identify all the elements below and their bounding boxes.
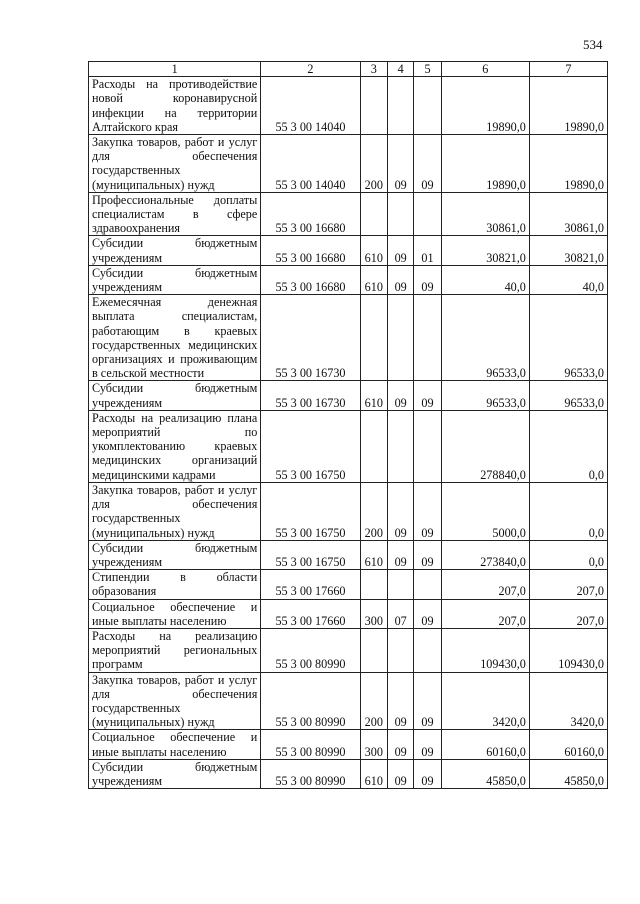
- row-amount-col7: 30861,0: [529, 192, 607, 236]
- row-description: Субсидии бюджетным учреждениям: [89, 381, 261, 410]
- row-amount-col6: 30821,0: [441, 236, 529, 265]
- row-subsection: 09: [414, 599, 441, 628]
- row-description: Расходы на противодействие новой коронавирусной инфекции на территории Алтайского края: [89, 77, 261, 135]
- row-amount-col7: 45850,0: [529, 759, 607, 788]
- header-col-7: 7: [529, 62, 607, 77]
- row-target-code: 55 3 00 16680: [261, 236, 360, 265]
- row-amount-col6: 96533,0: [441, 295, 529, 381]
- row-subsection: [414, 77, 441, 135]
- header-col-4: 4: [388, 62, 414, 77]
- row-description: Ежемесячная денежная выплата специалистам, работающим в краевых государственных медицинских организациях и проживающим в сельской местности: [89, 295, 261, 381]
- row-amount-col6: 3420,0: [441, 672, 529, 730]
- table-row: [89, 672, 608, 730]
- row-subsection: 09: [414, 482, 441, 540]
- row-section: 09: [388, 265, 414, 294]
- row-section: 09: [388, 381, 414, 410]
- row-expense-type: [360, 570, 387, 599]
- row-description: Социальное обеспечение и иные выплаты населению: [89, 730, 261, 759]
- row-section: 09: [388, 730, 414, 759]
- row-section: 09: [388, 540, 414, 569]
- row-description: Субсидии бюджетным учреждениям: [89, 759, 261, 788]
- row-section: [388, 192, 414, 236]
- row-section: [388, 410, 414, 482]
- row-target-code: 55 3 00 16680: [261, 192, 360, 236]
- row-description: Закупка товаров, работ и услуг для обеспечения государственных (муниципальных) нужд: [89, 135, 261, 193]
- row-amount-col7: 3420,0: [529, 672, 607, 730]
- row-amount-col6: 278840,0: [441, 410, 529, 482]
- row-subsection: 09: [414, 759, 441, 788]
- row-amount-col6: 207,0: [441, 599, 529, 628]
- table-row: [89, 381, 608, 410]
- row-expense-type: [360, 628, 387, 672]
- row-subsection: 09: [414, 672, 441, 730]
- row-section: 09: [388, 236, 414, 265]
- row-description: Субсидии бюджетным учреждениям: [89, 265, 261, 294]
- row-subsection: [414, 192, 441, 236]
- row-amount-col6: 96533,0: [441, 381, 529, 410]
- row-expense-type: 610: [360, 265, 387, 294]
- table-row: [89, 570, 608, 599]
- row-amount-col6: 45850,0: [441, 759, 529, 788]
- row-amount-col6: 19890,0: [441, 77, 529, 135]
- row-section: [388, 295, 414, 381]
- row-description: Профессиональные доплаты специалистам в сфере здравоохранения: [89, 192, 261, 236]
- row-amount-col7: 30821,0: [529, 236, 607, 265]
- row-expense-type: 610: [360, 540, 387, 569]
- budget-table: [88, 61, 608, 789]
- table-row: [89, 135, 608, 193]
- row-expense-type: 200: [360, 672, 387, 730]
- row-amount-col6: 30861,0: [441, 192, 529, 236]
- row-expense-type: 610: [360, 381, 387, 410]
- row-expense-type: 610: [360, 759, 387, 788]
- row-section: [388, 628, 414, 672]
- row-subsection: 09: [414, 381, 441, 410]
- row-description: Субсидии бюджетным учреждениям: [89, 540, 261, 569]
- row-section: 09: [388, 759, 414, 788]
- table-row: [89, 295, 608, 381]
- table-row: [89, 730, 608, 759]
- row-subsection: [414, 570, 441, 599]
- table-row: [89, 540, 608, 569]
- row-description: Субсидии бюджетным учреждениям: [89, 236, 261, 265]
- page-number: 534: [583, 37, 603, 52]
- row-target-code: 55 3 00 17660: [261, 599, 360, 628]
- row-target-code: 55 3 00 80990: [261, 730, 360, 759]
- row-amount-col6: 273840,0: [441, 540, 529, 569]
- row-amount-col7: 96533,0: [529, 295, 607, 381]
- row-target-code: 55 3 00 16680: [261, 265, 360, 294]
- table-row: [89, 236, 608, 265]
- row-amount-col6: 40,0: [441, 265, 529, 294]
- row-amount-col7: 207,0: [529, 599, 607, 628]
- table-row: [89, 482, 608, 540]
- row-expense-type: 200: [360, 482, 387, 540]
- row-amount-col7: 60160,0: [529, 730, 607, 759]
- row-description: Социальное обеспечение и иные выплаты населению: [89, 599, 261, 628]
- row-subsection: [414, 295, 441, 381]
- row-target-code: 55 3 00 16730: [261, 295, 360, 381]
- table-body: [89, 77, 608, 789]
- row-expense-type: [360, 295, 387, 381]
- row-subsection: 01: [414, 236, 441, 265]
- row-amount-col7: 40,0: [529, 265, 607, 294]
- row-target-code: 55 3 00 17660: [261, 570, 360, 599]
- header-col-3: 3: [360, 62, 387, 77]
- row-section: 09: [388, 135, 414, 193]
- row-subsection: 09: [414, 265, 441, 294]
- row-amount-col7: 19890,0: [529, 77, 607, 135]
- row-amount-col7: 0,0: [529, 410, 607, 482]
- row-expense-type: [360, 192, 387, 236]
- table-row: [89, 759, 608, 788]
- table-row: [89, 628, 608, 672]
- row-amount-col7: 19890,0: [529, 135, 607, 193]
- row-target-code: 55 3 00 14040: [261, 77, 360, 135]
- row-target-code: 55 3 00 80990: [261, 759, 360, 788]
- row-subsection: [414, 410, 441, 482]
- row-expense-type: 610: [360, 236, 387, 265]
- row-section: 09: [388, 672, 414, 730]
- row-subsection: 09: [414, 135, 441, 193]
- row-description: Закупка товаров, работ и услуг для обеспечения государственных (муниципальных) нужд: [89, 482, 261, 540]
- row-section: 07: [388, 599, 414, 628]
- row-expense-type: [360, 77, 387, 135]
- header-col-2: 2: [261, 62, 360, 77]
- row-target-code: 55 3 00 16730: [261, 381, 360, 410]
- row-amount-col7: 109430,0: [529, 628, 607, 672]
- table-header: [89, 62, 608, 77]
- row-expense-type: 300: [360, 599, 387, 628]
- row-description: Стипендии в области образования: [89, 570, 261, 599]
- row-subsection: 09: [414, 540, 441, 569]
- row-target-code: 55 3 00 14040: [261, 135, 360, 193]
- row-expense-type: 200: [360, 135, 387, 193]
- row-target-code: 55 3 00 80990: [261, 672, 360, 730]
- header-col-5: 5: [414, 62, 441, 77]
- row-amount-col7: 96533,0: [529, 381, 607, 410]
- row-description: Закупка товаров, работ и услуг для обеспечения государственных (муниципальных) нужд: [89, 672, 261, 730]
- table-row: [89, 77, 608, 135]
- row-amount-col6: 5000,0: [441, 482, 529, 540]
- row-expense-type: [360, 410, 387, 482]
- row-amount-col6: 19890,0: [441, 135, 529, 193]
- row-amount-col7: 0,0: [529, 482, 607, 540]
- row-subsection: 09: [414, 730, 441, 759]
- row-section: [388, 570, 414, 599]
- table-row: [89, 410, 608, 482]
- table-row: [89, 192, 608, 236]
- row-expense-type: 300: [360, 730, 387, 759]
- row-amount-col6: 207,0: [441, 570, 529, 599]
- row-amount-col7: 207,0: [529, 570, 607, 599]
- header-row: [89, 62, 608, 77]
- row-amount-col7: 0,0: [529, 540, 607, 569]
- row-amount-col6: 60160,0: [441, 730, 529, 759]
- row-description: Расходы на реализацию мероприятий региональных программ: [89, 628, 261, 672]
- row-target-code: 55 3 00 16750: [261, 482, 360, 540]
- row-subsection: [414, 628, 441, 672]
- table-row: [89, 599, 608, 628]
- row-description: Расходы на реализацию плана мероприятий по укомплектованию краевых медицинских организаций медицинскими кадрами: [89, 410, 261, 482]
- table-row: [89, 265, 608, 294]
- row-section: 09: [388, 482, 414, 540]
- header-col-1: 1: [89, 62, 261, 77]
- header-col-6: 6: [441, 62, 529, 77]
- row-target-code: 55 3 00 80990: [261, 628, 360, 672]
- row-amount-col6: 109430,0: [441, 628, 529, 672]
- row-target-code: 55 3 00 16750: [261, 540, 360, 569]
- row-section: [388, 77, 414, 135]
- row-target-code: 55 3 00 16750: [261, 410, 360, 482]
